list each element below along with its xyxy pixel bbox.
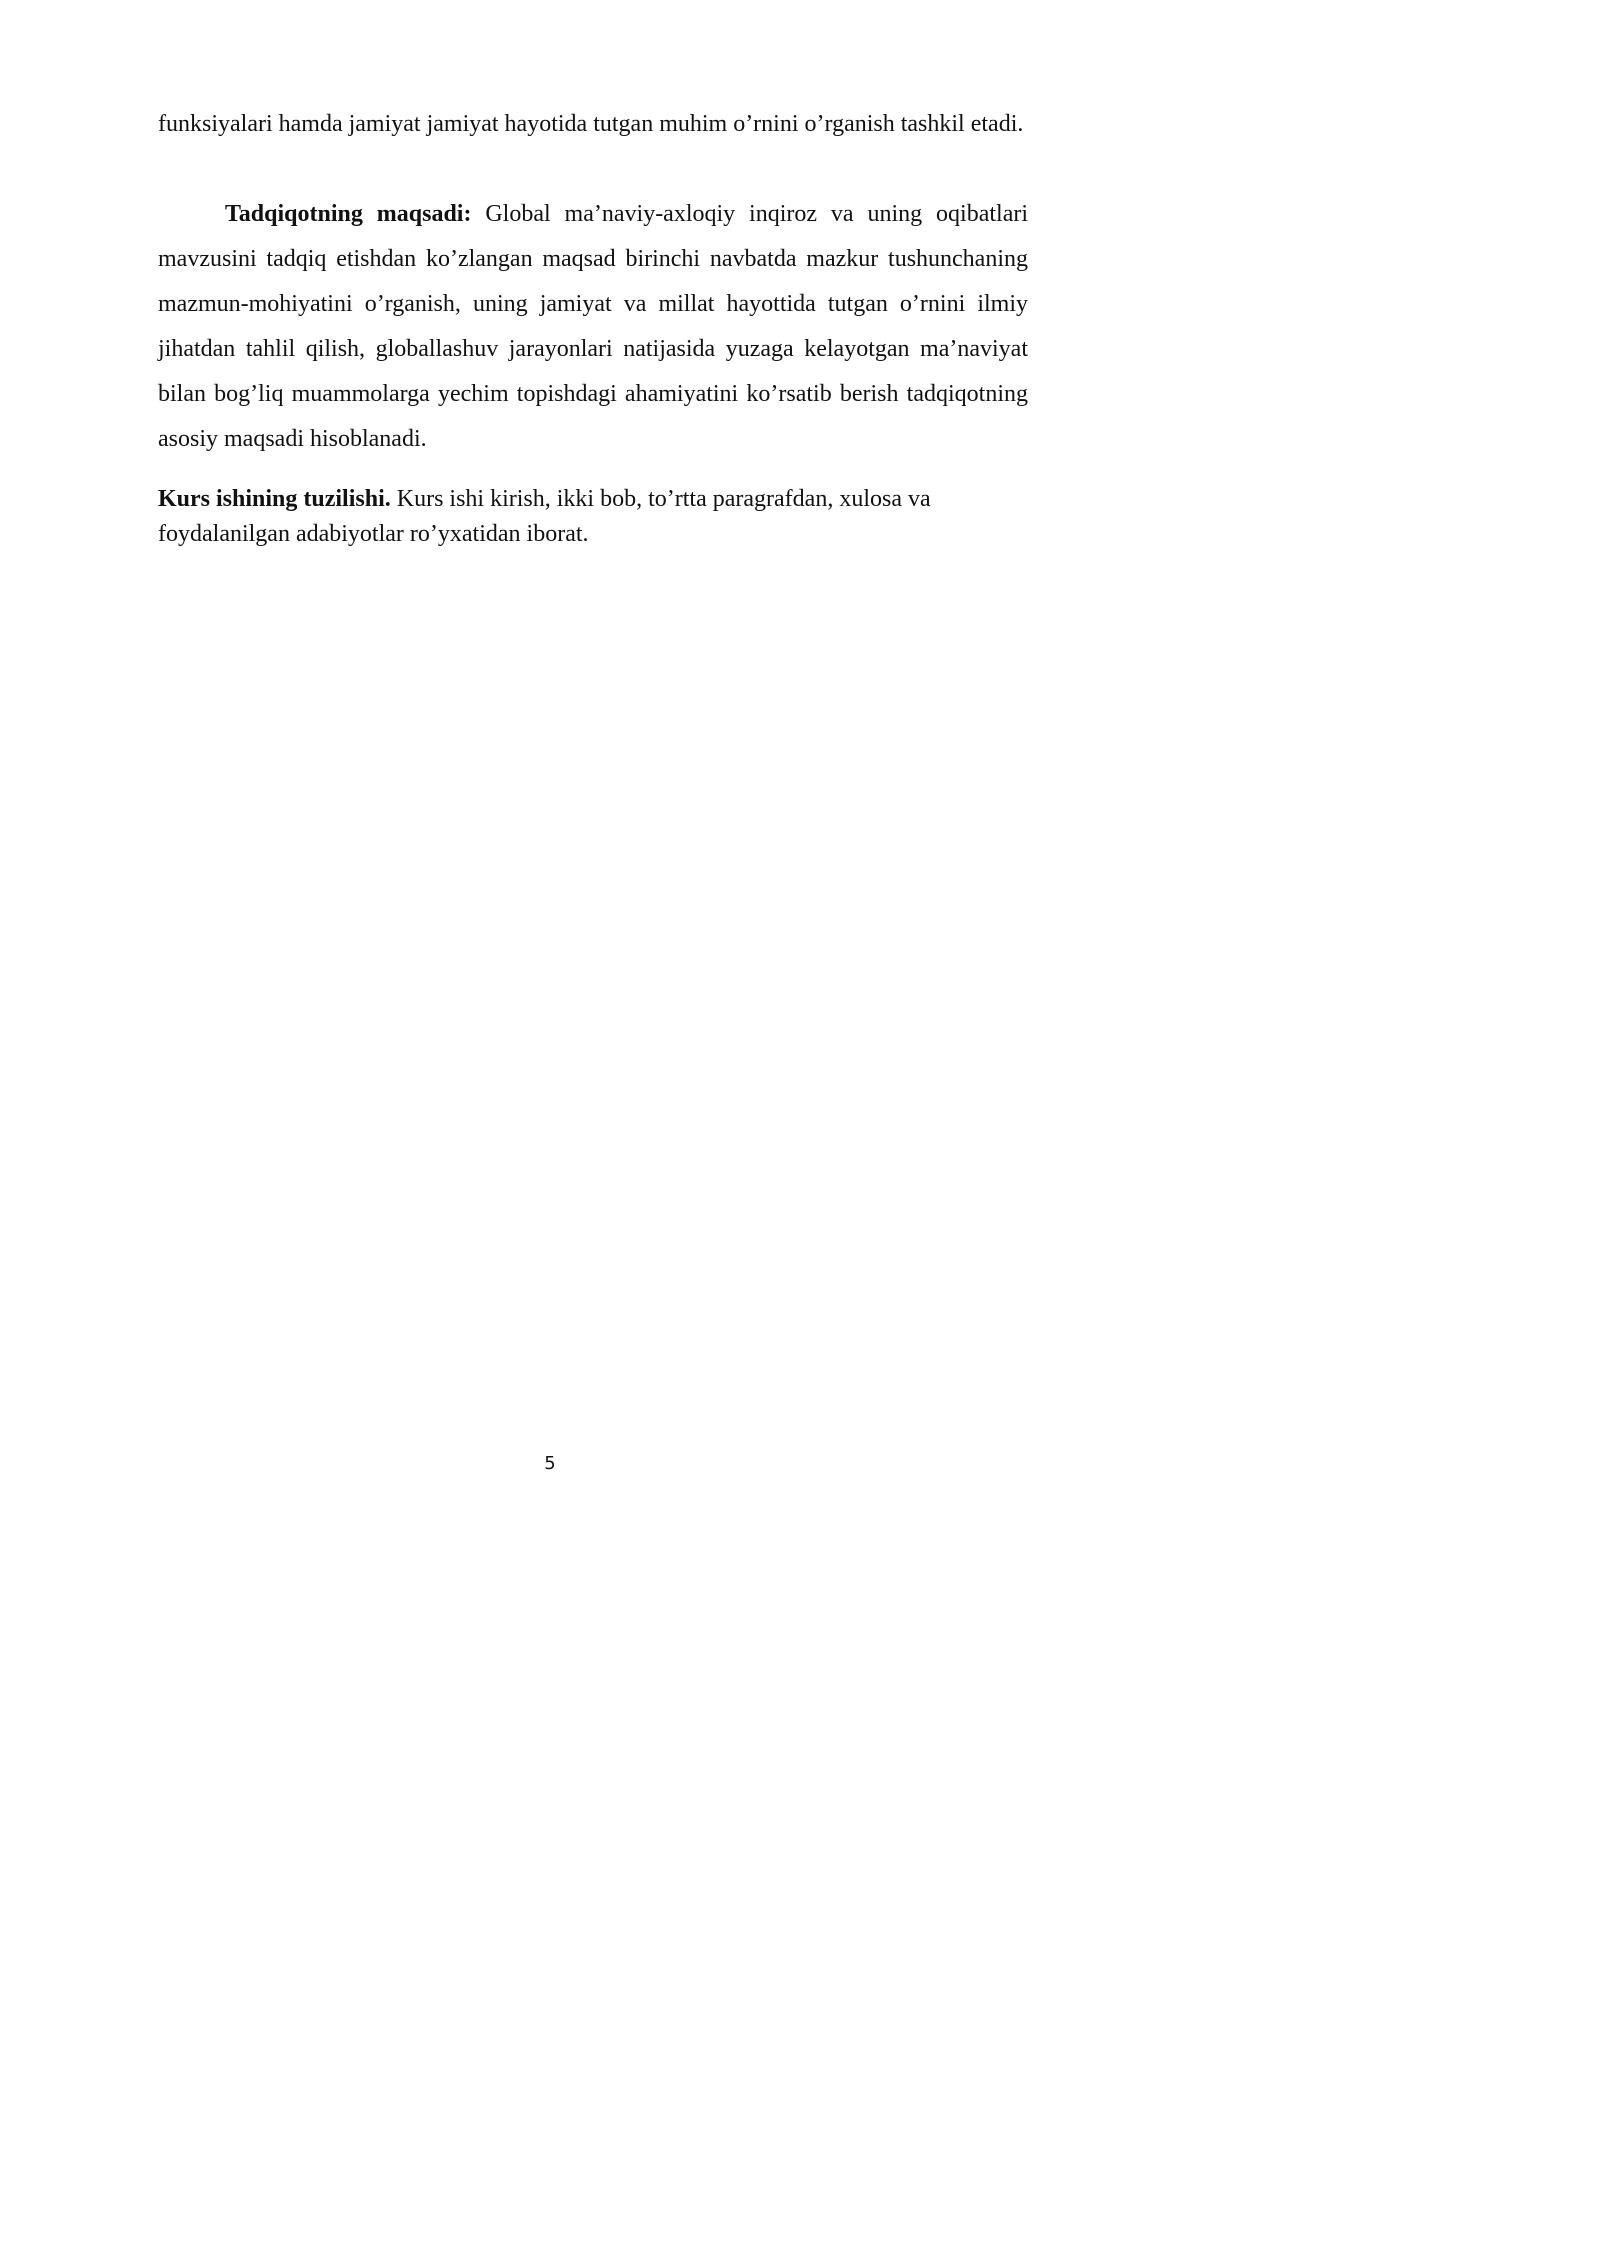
paragraph-text: funksiyalari hamda jamiyat jamiyat hayotida tutgan muhim o’rnini o’rganish tashkil etadi. — [158, 111, 1024, 137]
paragraph-research-goal — [158, 192, 1028, 462]
document-page — [0, 0, 1100, 1556]
paragraph-heading: Kurs ishining tuzilishi. — [158, 486, 391, 512]
paragraph-text: Global ma’naviy-axloqiy inqiroz va uning oqibatlari mavzusini tadqiq etishdan ko’zlangan maqsad birinchi navbatda mazkur tushunchaning mazmun-mohiyatini o’rganish, uning jamiyat va millat hayottida tutgan o’rnini ilmiy jihatdan tahlil qilish, globallashuv jarayonlari natijasida yuzaga kelayotgan ma’naviyat bilan bog’liq muammolarga yechim topishdagi ahamiyatini ko’rsatib berish tadqiqotning asosiy maqsadi hisoblanadi. — [158, 201, 1028, 452]
paragraph-heading: Tadqiqotning maqsadi: — [225, 201, 472, 227]
paragraph-text: Kurs ishi kirish, ikki bob, to’rtta paragrafdan, xulosa va foydalanilgan adabiyotlar ro’yxatidan iborat. — [158, 486, 931, 547]
paragraph-intro-continuation — [158, 102, 1028, 147]
paragraph-course-structure — [158, 482, 1028, 552]
page-number: 5 — [544, 1453, 556, 1474]
